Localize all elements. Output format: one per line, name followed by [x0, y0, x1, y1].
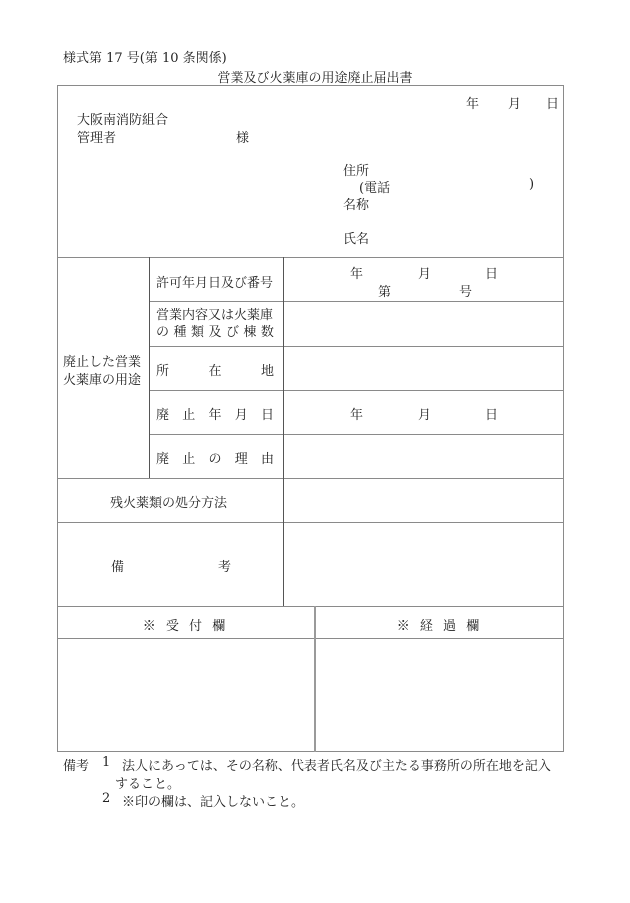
content-label-line1: 営業内容又は火薬庫 [156, 308, 274, 323]
divider [57, 606, 564, 607]
group-label-line1: 廃止した営業 [63, 355, 142, 370]
divider [57, 478, 564, 479]
abolish-month: 月 [418, 408, 432, 423]
progress-column-header: ※ 経 過 欄 [396, 619, 483, 634]
divider [57, 522, 564, 523]
divider [149, 434, 564, 435]
abolish-year: 年 [350, 408, 364, 423]
location-label: 所 在 地 [156, 364, 274, 379]
date-day: 日 [546, 97, 560, 112]
honorific: 様 [236, 131, 250, 146]
phone-close: ) [529, 177, 535, 192]
group-label-line2: 火薬庫の用途 [63, 373, 142, 388]
divider [57, 257, 564, 258]
permit-month: 月 [418, 267, 432, 282]
person-label: 氏名 [343, 232, 370, 247]
reception-column-header: ※ 受 付 欄 [142, 619, 229, 634]
divider [283, 257, 284, 606]
permit-day: 日 [485, 267, 499, 282]
phone-label: (電話 [359, 181, 391, 196]
note-1-text: 法人にあっては、その名称、代表者氏名及び主たる事務所の所在地を記入 [122, 759, 551, 774]
note-1-cont: すること。 [115, 777, 181, 792]
note-2-num: 2 [102, 791, 111, 806]
permit-dai: 第 [378, 285, 392, 300]
disposal-label: 残火薬類の処分方法 [110, 496, 228, 511]
form-id: 様式第 17 号(第 10 条関係) [63, 51, 227, 66]
addressee-org: 大阪南消防組合 [77, 113, 169, 128]
note-1-num: 1 [102, 755, 111, 770]
note-2-text: ※印の欄は、記入しないこと。 [122, 795, 305, 810]
abolish-day: 日 [485, 408, 499, 423]
notes-heading: 備考 [63, 759, 90, 774]
document-title: 営業及び火薬庫の用途廃止届出書 [217, 71, 413, 86]
content-label-line2: の 種 類 及 び 棟 数 [156, 325, 274, 340]
remarks-label: 備 考 [111, 560, 231, 575]
divider [57, 638, 564, 639]
divider [149, 346, 564, 347]
address-label: 住所 [343, 164, 370, 179]
permit-label: 許可年月日及び番号 [156, 276, 274, 291]
divider [149, 301, 564, 302]
abolish-date-label: 廃 止 年 月 日 [156, 408, 274, 423]
addressee-role: 管理者 [77, 131, 117, 146]
divider [149, 390, 564, 391]
permit-year: 年 [350, 267, 364, 282]
reason-label: 廃 止 の 理 由 [156, 452, 274, 467]
name-label: 名称 [343, 198, 370, 213]
permit-go: 号 [459, 285, 473, 300]
date-year: 年 [466, 97, 480, 112]
date-month: 月 [508, 97, 522, 112]
divider [149, 257, 150, 478]
